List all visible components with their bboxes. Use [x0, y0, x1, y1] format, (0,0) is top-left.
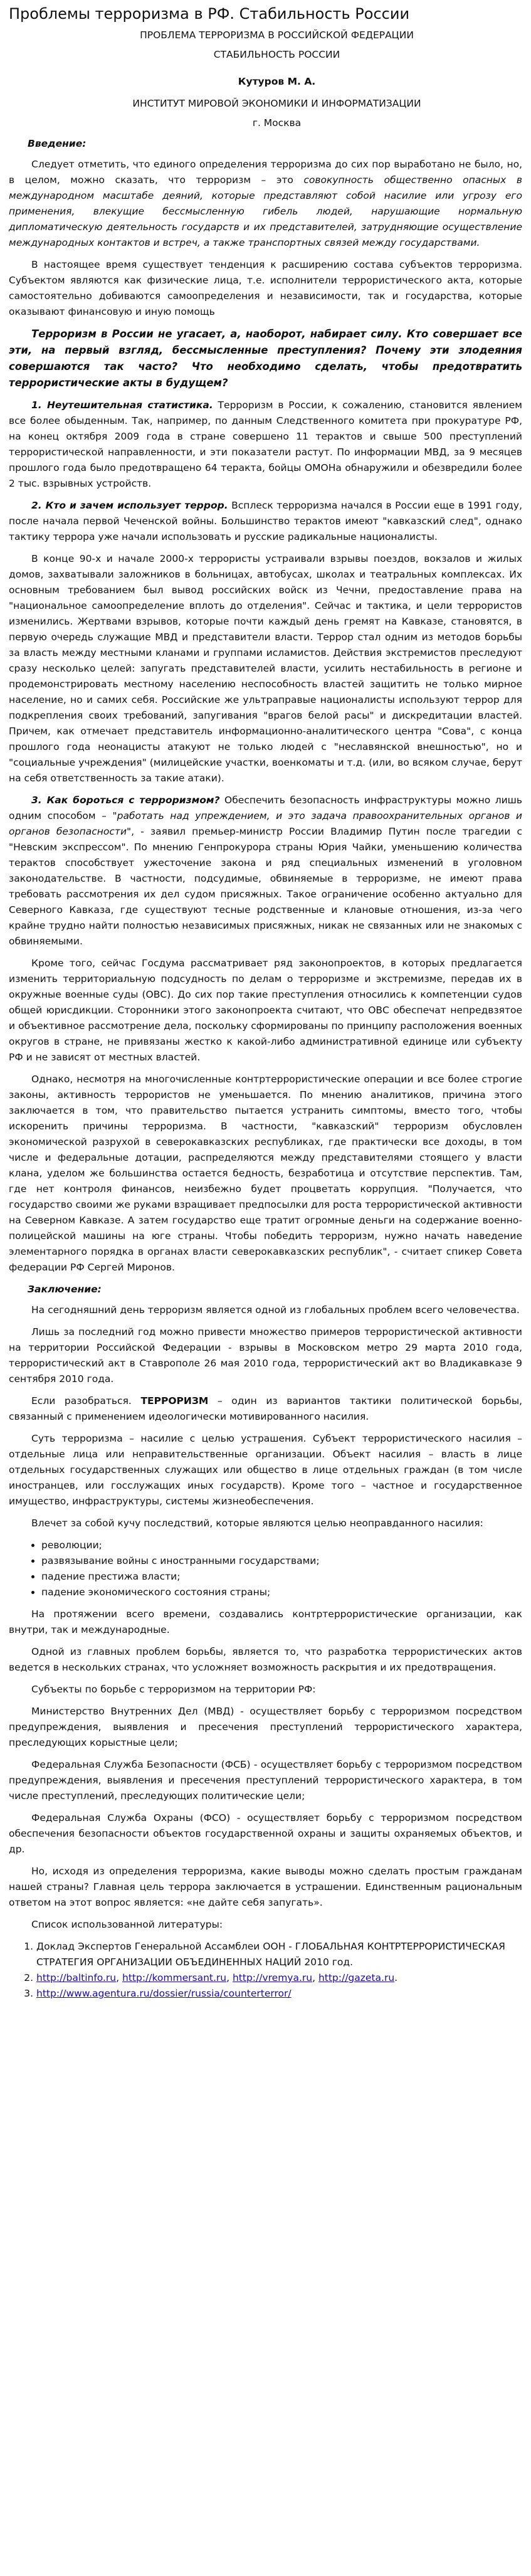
section-2	[9, 498, 522, 545]
header-line-1: ПРОБЛЕМА ТЕРРОРИЗМА В РОССИЙСКОЙ ФЕДЕРАЦИИ	[140, 29, 414, 41]
conclusion-paragraph-9: Но, исходя из определения терроризма, какие выводы можно сделать простым гражданам нашей страны? Главная цель террора заключается в устрашении. Единственным рациональным ответом на этот вопрос является: «не дайте себя запугать».	[9, 1866, 522, 1908]
conclusion-paragraph-5: Влечет за собой кучу последствий, которые являются целью неоправданного насилия:	[31, 1518, 483, 1529]
conclusion-paragraph-2: Лишь за последний год можно привести множество примеров террористической активности на территории Российской Федерации - взрывы в Московском метро 29 марта 2010 года, террористический акт в Ставрополе 26 мая 2010 года, террористический акт во Владикавказе 9 сентября 2010 года.	[9, 1326, 522, 1385]
conclusion-paragraph-7: Одной из главных проблем борьбы, является то, что разработка террористических актов ведется в нескольких странах, что усложняет возможность раскрытия и их предотвращения.	[9, 1646, 522, 1673]
reference-link[interactable]: http://kommersant.ru	[122, 1972, 227, 1983]
references-list	[9, 1939, 522, 2002]
conclusion-paragraph-4: Суть терроризма – насилие с целью устрашения. Субъект террористического насилия – отдельные лица или неправительственные организации. Объект насилия – власть в лице отдельных государственных служащих или общество в лице отдельных граждан (в том числе иностранцев, или госслужащих иных государств). Кроме того – частное и государственное имущество, инфраструктуры, системы жизнеобеспечения.	[9, 1433, 522, 1507]
reference-link[interactable]: http://baltinfo.ru	[36, 1972, 117, 1983]
reference-link[interactable]: http://www.agentura.ru/dossier/russia/counterterror/	[36, 1988, 292, 1999]
section-3-text-b: , - заявил премьер-министр России Владимир Путин после трагедии с "Невским экспрессом". По мнению Генпрокурора страны Юрия Чайки, уменьшению количества терактов способствует ужесточение закона и ряд специальных изменений в уголовном законодательстве. В частности, подсудимые, обвиняемые в терроризме, не имеют права требовать рассмотрения их дел судом присяжных. Такое ограничение особенно актуально для Северного Кавказа, где существуют тесные родственные и клановые отношения, из-за чего крайне трудно найти полностью независимых присяжных, никак не связанных или не знакомых с обвиняемыми.	[9, 826, 522, 947]
section-3-text-a: Обеспечить безопасность инфраструктуры можно лишь одним способом –	[9, 794, 522, 821]
section-2-text: Всплеск терроризма начался в России еще в 1991 году, после начала первой Чеченской войны. Большинство терактов имеют "кавказский след", однако тактику террора уже начали использовать и русские радикальные националисты.	[9, 500, 522, 542]
section-2-heading: 2. Кто и зачем использует террор.	[31, 500, 228, 511]
intro-paragraph-1	[9, 157, 522, 251]
intro-heading: Введение:	[28, 138, 87, 149]
list-item: • падение экономического состояния страны;	[41, 1585, 522, 1600]
subject-mvd: Министерство Внутренних Дел (МВД) - осуществляет борьбу с терроризмом посредством предупреждения, выявления и пресечения преступлений террористического характера, преследующих корыстные цели;	[9, 1706, 522, 1748]
author: Кутуров М. А.	[238, 76, 316, 87]
institute: ИНСТИТУТ МИРОВОЙ ЭКОНОМИКИ И ИНФОРМАТИЗАЦИИ	[132, 98, 421, 109]
list-item: • развязывание войны с иностранными государствами;	[41, 1553, 522, 1569]
conclusion-paragraph-6: На протяжении всего времени, создавались контртеррористические организации, как внутри, так и международные.	[9, 1608, 522, 1635]
conclusion-paragraph-1: На сегодняшний день терроризм является одной из глобальных проблем всего человечества.	[31, 1304, 520, 1316]
separator: ,	[116, 1972, 122, 1983]
consequences-list	[9, 1538, 522, 1600]
city: г. Москва	[252, 117, 302, 129]
section-2-paragraph-2: В конце 90-х и начале 2000-х террористы устраивали взрывы поездов, вокзалов и жилых домов, захватывали заложников в больницах, автобусах, школах и театральных комплексах. Их основным требованием был вывод российских войск из Чечни, предоставление права на "национальное самоопределение вплоть до отделения". Сейчас и тактика, и цели террористов изменились. Жертвами взрывов, которые почти каждый день гремят на Кавказе, становятся, в первую очередь служащие МВД и представители власти. Террор стал одним из методов борьбы за власть между местными кланами и группами исламистов. Действия экстремистов преследуют сразу несколько целей: запугать представителей власти, усилить нестабильность в регионе и продемонстрировать местному населению неспособность властей защитить не только мирное население, но и самих себя. Российские же ультраправые националисты используют террор для подкрепления своих требований, запугивания "врагов белой расы" и дискредитации властей. Причем, как отмечает представитель информационно-аналитического центра "Сова", с конца прошлого года неонацисты атакуют не только людей с "неславянской внешностью", но и "социальные учреждения" (милицейские участки, военкоматы и т.д. (или, во всяком случае, берут на себя ответственность за такие атаки).	[9, 553, 522, 784]
intro-paragraph-2: В настоящее время существует тенденция к расширению состава субъектов терроризма. Субъектом являются как физические лица, т.е. исполнители террористического акта, которые самостоятельно добиваются самоопределения и независимости, так и государства, которые оказывают финансовую и иную помощь	[9, 259, 522, 317]
references-heading: Список использованной литературы:	[31, 1919, 223, 1930]
reference-item: 1. Доклад Экспертов Генеральной Ассамблеи ООН - ГЛОБАЛЬНАЯ КОНТРТЕРРОРИСТИЧЕСКАЯ СТРАТЕГИЯ ОРГАНИЗАЦИИ ОБЪЕДИНЕННЫХ НАЦИЙ 2010 год.	[36, 1939, 522, 1970]
section-1-text: Терроризм в России, к сожалению, становится явлением все более обыденным. Так, например, по данным Следственного комитета при прокуратуре РФ, на конец октября 2009 года в стране совершено 11 терактов и свыше 500 преступлений террористической направленности, и эти показатели растут. По информации МВД, за 9 месяцев прошлого года было предотвращено 64 теракта, бойцы ОМОНа обнаружили и обезвредили более 2 тыс. взрывных устройств.	[9, 399, 522, 489]
conclusion-heading: Заключение:	[28, 1284, 102, 1295]
key-question: Терроризм в России не угасает, а, наоборот, набирает силу. Кто совершает все эти, на первый взгляд, бессмысленные преступления? Почему эти злодеяния совершаются так часто? Что необходимо сделать, чтобы предотвратить террористические акты в будущем?	[9, 328, 522, 389]
header-line-2: СТАБИЛЬНОСТЬ РОССИИ	[213, 49, 340, 60]
reference-link[interactable]: http://gazeta.ru	[318, 1972, 395, 1983]
conclusion-p3-text-b: – один из вариантов тактики политической борьбы, связанный с применением идеологически мотивированного насилия.	[9, 1395, 522, 1422]
subject-fsb: Федеральная Служба Безопасности (ФСБ) - осуществляет борьбу с терроризмом посредством предупреждения, выявления и пресечения преступлений террористического характера, в том числе преступлений, преследующих политические цели;	[9, 1759, 522, 1802]
separator: .	[394, 1972, 398, 1983]
conclusion-p3-text-a: Если разобраться.	[31, 1395, 141, 1407]
intro-text: Следует отметить, что единого определения терроризма до сих пор выработано не было, но, в целом, можно сказать, что терроризм – это	[9, 159, 522, 186]
section-3-paragraph-2: Кроме того, сейчас Госдума рассматривает ряд законопроектов, в которых предлагается изменить территориальную подсудность по делам о терроризме и экстремизме, передав их в окружные военные суды (ОВС). До сих пор такие преступления относились к компетенции судов общей юрисдикции. Сторонники этого законопроекта считают, что ОВС обеспечат непредвзятое и объективное рассмотрение дела, поскольку сформированы по принципу расположения военных округов в стране, не привязаны жестко к какой-либо административной единице или субъекту РФ и не зависят от местных властей.	[9, 958, 522, 1063]
reference-item	[36, 1986, 522, 2002]
subject-fso: Федеральная Служба Охраны (ФСО) - осуществляет борьбу с терроризмом посредством обеспечения безопасности объектов государственной охраны и защиты охраняемых объектов, и др.	[9, 1812, 522, 1855]
terrorism-definition: совокупность общественно опасных в международном масштабе деяний, которые представляют собой насилие или угрозу его применения, влекущие бессмысленную гибель людей, нарушающие нормальную дипломатическую деятельность государств и их представителей, затрудняющие осуществление международных контактов и встреч, а также транспортных связей между государствами.	[9, 174, 522, 248]
list-item: • падение престижа власти;	[41, 1569, 522, 1585]
conclusion-paragraph-3	[9, 1393, 522, 1425]
separator: ,	[312, 1972, 318, 1983]
putin-quote: "работать над упреждением, и это задача правоохранительных органов и органов безопасности"	[9, 810, 522, 837]
list-item: • революции;	[41, 1538, 522, 1553]
section-3-paragraph-3: Однако, несмотря на многочисленные контртеррористические операции и все более строгие законы, активность террористов не уменьшается. По мнению аналитиков, причина этого заключается в том, что правительство пытается устранить симптомы, вместо того, чтобы искоренить причины терроризма. В частности, "кавказский" терроризм обусловлен экономической разрухой в северокавказских республиках, где практически все доходы, в том числе и федеральные дотации, распределяются между представителями стоящего у власти клана, уделом же большинства остается бедность, безработица и отсутствие перспектив. Там, где нет контроля финансов, неизбежно будет процветать коррупция. "Получается, что государство своими же руками взращивает предпосылки для роста террористической активности на Северном Кавказе. А затем государство еще тратит огромные деньги на содержание военно-полицейской машины на юге страны. Чтобы победить терроризм, нужно начать наведение элементарного порядка в органах власти северокавказских республик", - считает спикер Совета федерации РФ Сергей Миронов.	[9, 1074, 522, 1273]
reference-item	[36, 1970, 522, 1986]
conclusion-paragraph-8: Субъекты по борьбе с терроризмом на территории РФ:	[31, 1684, 316, 1695]
section-1-heading: 1. Неутешительная статистика.	[31, 399, 213, 411]
section-3	[9, 793, 522, 949]
terrorism-term: ТЕРРОРИЗМ	[140, 1395, 209, 1407]
reference-link[interactable]: http://vremya.ru	[232, 1972, 313, 1983]
section-3-heading: 3. Как бороться с терроризмом?	[31, 794, 220, 806]
section-1	[9, 398, 522, 492]
page-title: Проблемы терроризма в РФ. Стабильность России	[9, 5, 410, 23]
separator: ,	[226, 1972, 233, 1983]
